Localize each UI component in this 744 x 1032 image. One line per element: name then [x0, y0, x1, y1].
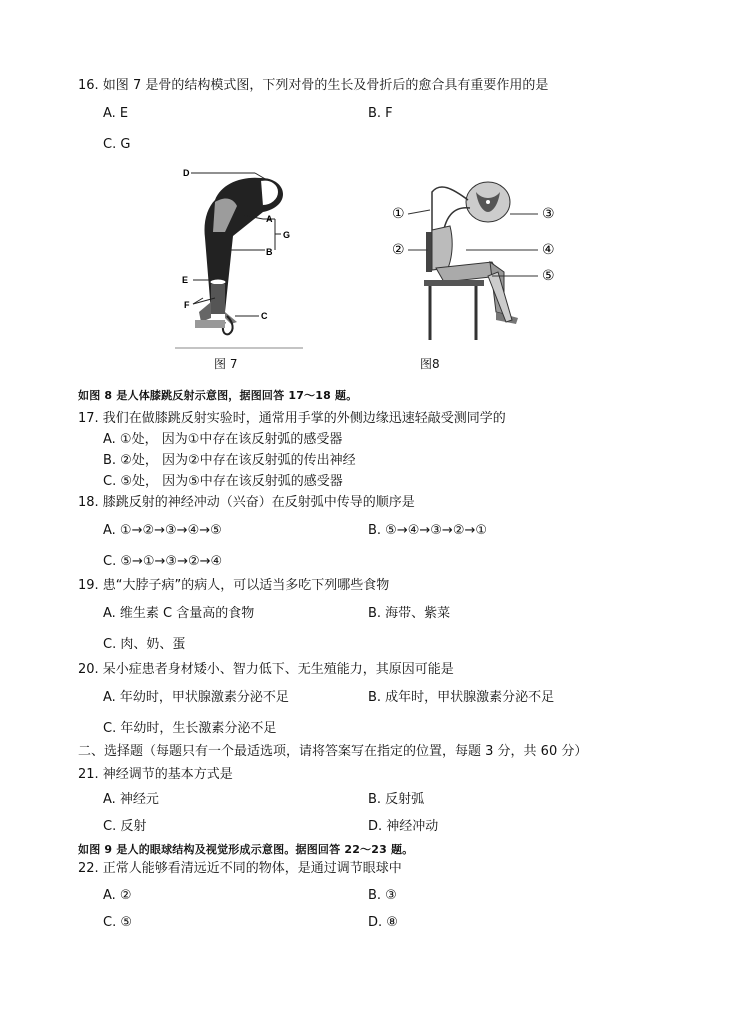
q17-option-b: B. ②处， 因为②中存在该反射弧的传出神经 [103, 453, 356, 468]
q22-option-b: B. ③ [368, 888, 397, 903]
q20-option-a: A. 年幼时，甲状腺激素分泌不足 [103, 690, 289, 705]
fig7-label-e: E [182, 275, 189, 285]
q18-option-b: B. ⑤→④→③→②→① [368, 523, 488, 538]
q16-option-c: C. G [103, 137, 131, 152]
fig7-label-c: C [261, 311, 268, 321]
fig7-label-f: F [184, 300, 190, 310]
q16-stem: 16. 如图 7 是骨的结构模式图，下列对骨的生长及骨折后的愈合具有重要作用的是 [78, 78, 549, 93]
fig7-label-d: D [183, 168, 190, 178]
q21-option-d: D. 神经冲动 [368, 819, 439, 834]
fig8-label-1: ① [392, 206, 405, 222]
intro-17-18: 如图 8 是人体膝跳反射示意图，据图回答 17～18 题。 [78, 389, 358, 402]
q18-option-c: C. ⑤→①→③→②→④ [103, 554, 223, 569]
q17-stem: 17. 我们在做膝跳反射实验时，通常用手掌的外侧边缘迅速轻敲受测同学的 [78, 411, 506, 426]
q21-option-c: C. 反射 [103, 819, 147, 834]
q21-option-b: B. 反射弧 [368, 792, 425, 807]
fig8-label-5: ⑤ [542, 268, 555, 284]
fig8-label-3: ③ [542, 206, 555, 222]
fig8-label-2: ② [392, 242, 405, 258]
q16-option-a: A. E [103, 106, 129, 121]
q17-option-a: A. ①处， 因为①中存在该反射弧的感受器 [103, 432, 343, 447]
q16-option-b: B. F [368, 106, 393, 121]
q22-stem: 22. 正常人能够看清远近不同的物体，是通过调节眼球中 [78, 861, 402, 876]
figure-8-caption: 图8 [420, 357, 440, 371]
q20-option-c: C. 年幼时，生长激素分泌不足 [103, 721, 277, 736]
fig7-label-a: A [266, 214, 273, 224]
figure-7-bone-diagram [175, 162, 305, 354]
q19-option-c: C. 肉、奶、蛋 [103, 637, 186, 652]
q19-stem: 19. 患“大脖子病”的病人，可以适当多吃下列哪些食物 [78, 578, 390, 593]
q20-stem: 20. 呆小症患者身材矮小、智力低下、无生殖能力，其原因可能是 [78, 662, 454, 677]
fig7-label-g: G [283, 230, 291, 240]
fig8-label-4: ④ [542, 242, 555, 258]
figure-7-caption: 图 7 [214, 357, 238, 371]
q18-stem: 18. 膝跳反射的神经冲动（兴奋）在反射弧中传导的顺序是 [78, 495, 415, 510]
q18-option-a: A. ①→②→③→④→⑤ [103, 523, 222, 538]
section-2-heading: 二、选择题（每题只有一个最适选项，请将答案写在指定的位置，每题 3 分，共 60 分） [78, 744, 588, 759]
q19-option-b: B. 海带、紫菜 [368, 606, 451, 621]
q22-option-c: C. ⑤ [103, 915, 132, 930]
q19-option-a: A. 维生素 C 含量高的食物 [103, 606, 255, 621]
q20-option-b: B. 成年时，甲状腺激素分泌不足 [368, 690, 555, 705]
q22-option-d: D. ⑧ [368, 915, 398, 930]
q21-option-a: A. 神经元 [103, 792, 159, 807]
q22-option-a: A. ② [103, 888, 132, 903]
q17-option-c: C. ⑤处， 因为⑤中存在该反射弧的感受器 [103, 474, 343, 489]
figure-8-reflex-diagram [392, 172, 564, 342]
intro-22-23: 如图 9 是人的眼球结构及视觉形成示意图。据图回答 22～23 题。 [78, 843, 414, 856]
q21-stem: 21. 神经调节的基本方式是 [78, 767, 233, 782]
fig7-label-b: B [266, 247, 273, 257]
